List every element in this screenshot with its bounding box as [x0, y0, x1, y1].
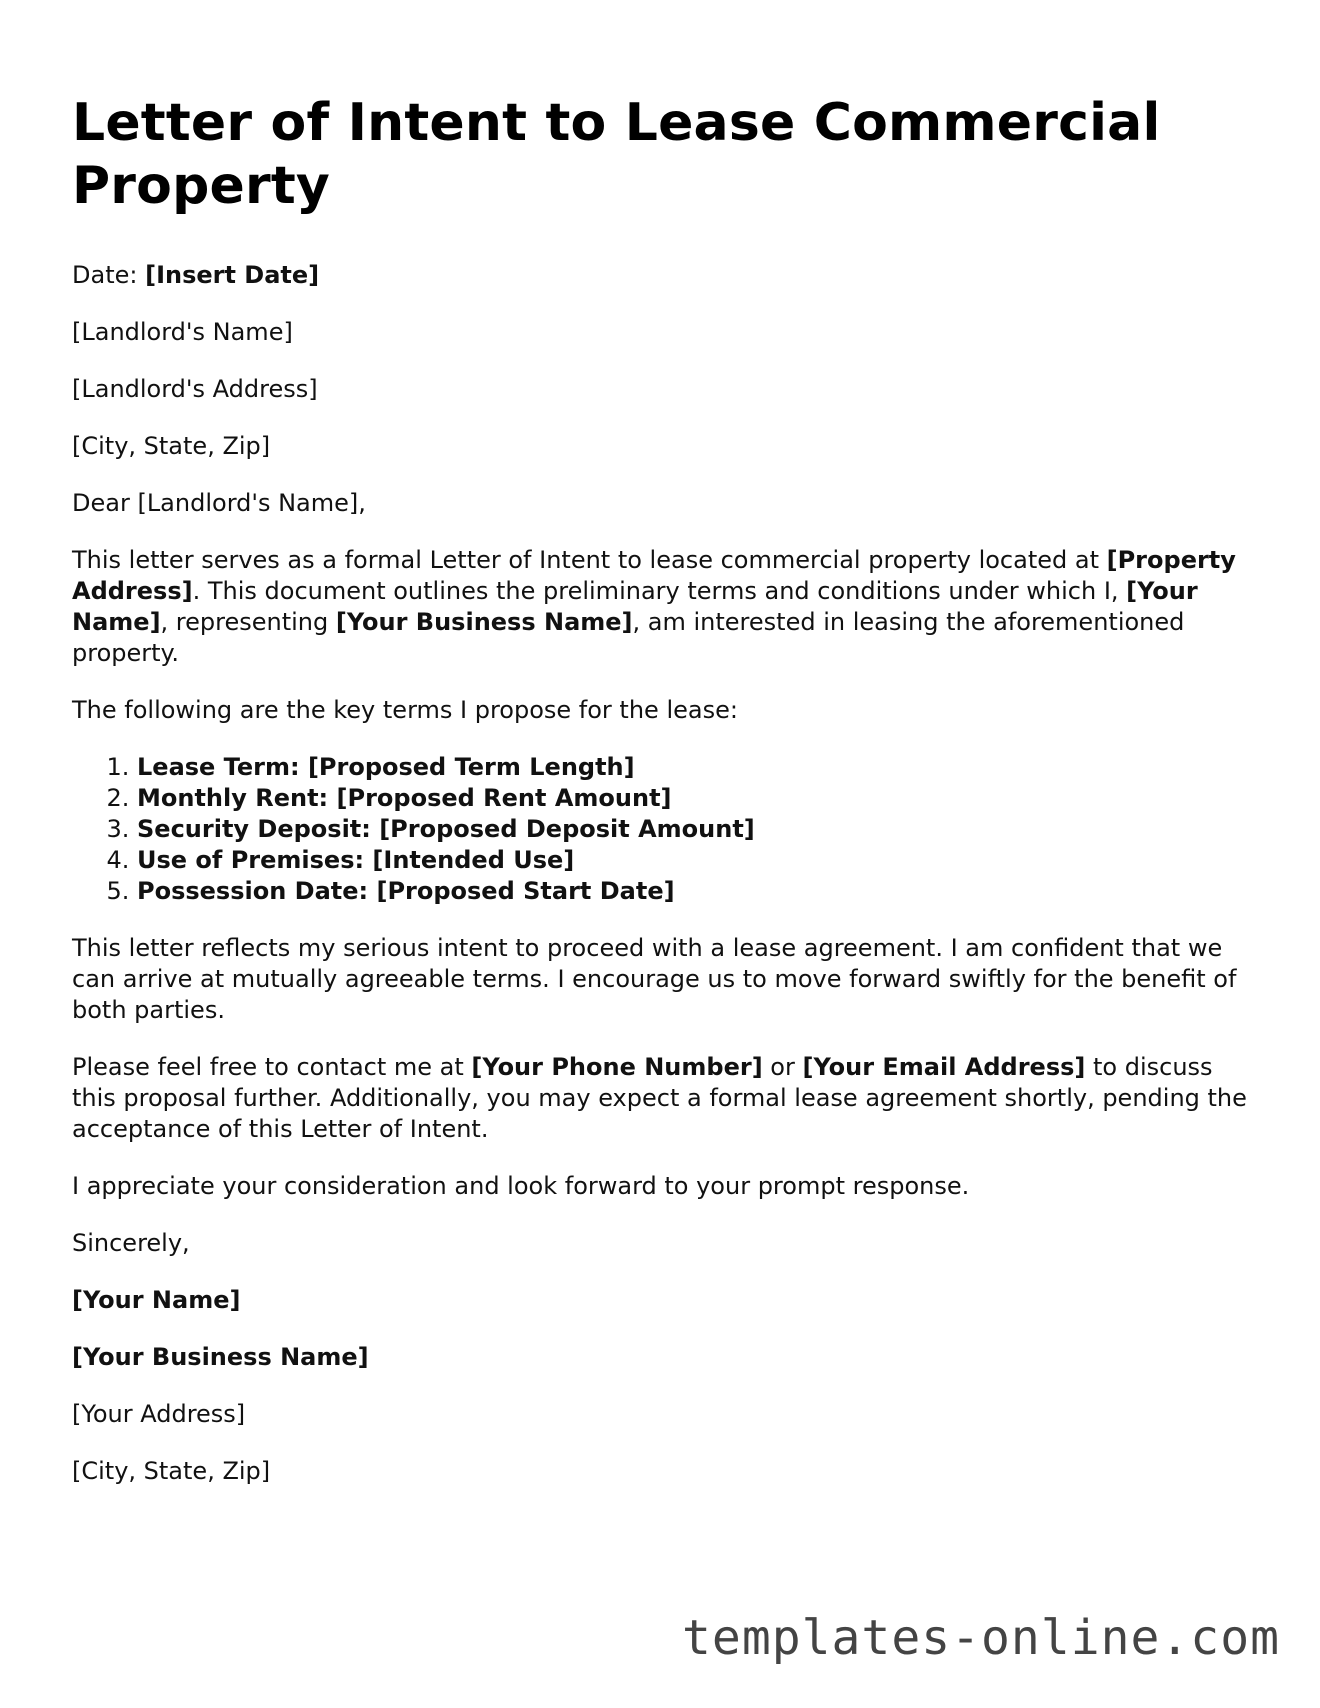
salutation: Dear [Landlord's Name], [72, 489, 366, 517]
signature-business-text: [Your Business Name] [72, 1343, 369, 1371]
phone-placeholder: [Your Phone Number] [471, 1053, 763, 1081]
date-line [72, 260, 1252, 291]
intro-text-4: , am interested in leasing the aforementioned property. [72, 608, 1185, 667]
intro-text-2: . This document outlines the preliminary terms and conditions under which I, [192, 577, 1127, 605]
intent-paragraph: This letter reflects my serious intent to proceed with a lease agreement. I am confident that we can arrive at mutually agreeable terms. I encourage us to move forward swiftly for the benefit of both parties. [72, 934, 1237, 1024]
contact-text-2: or [762, 1053, 803, 1081]
intro-text-3: , representing [160, 608, 336, 636]
terms-intro: The following are the key terms I propose for the lease: [72, 696, 738, 724]
term-item: 5. Possession Date: [Proposed Start Date] [137, 876, 1252, 907]
terms-list [72, 752, 1252, 907]
signature-address: [Your Address] [72, 1400, 246, 1428]
contact-text-1: Please feel free to contact me at [72, 1053, 472, 1081]
intro-paragraph [72, 545, 1252, 669]
signature-city: [City, State, Zip] [72, 1457, 271, 1485]
term-item: 4. Use of Premises: [Intended Use] [137, 845, 1252, 876]
contact-paragraph [72, 1052, 1252, 1145]
closing: Sincerely, [72, 1229, 190, 1257]
watermark: templates-online.com [682, 1610, 1280, 1666]
business-name-placeholder: [Your Business Name] [335, 608, 633, 636]
email-placeholder: [Your Email Address] [802, 1053, 1086, 1081]
property-address-placeholder: [Property Address] [72, 546, 1236, 605]
contact-text-3: to discuss this proposal further. Additionally, you may expect a formal lease agreement shortly, pending the acceptance of this Letter of Intent. [72, 1053, 1247, 1143]
signature-business [72, 1342, 1252, 1373]
recipient-name: [Landlord's Name] [72, 318, 293, 346]
appreciation-paragraph: I appreciate your consideration and look forward to your prompt response. [72, 1172, 970, 1200]
intro-text-1: This letter serves as a formal Letter of Intent to lease commercial property located at [72, 546, 1107, 574]
signature-name-text: [Your Name] [72, 1286, 241, 1314]
letter-document [72, 92, 1252, 1513]
signature-name [72, 1285, 1252, 1316]
date-label: Date: [72, 261, 138, 289]
term-item: 3. Security Deposit: [Proposed Deposit Amount] [137, 814, 1252, 845]
term-item: 2. Monthly Rent: [Proposed Rent Amount] [137, 783, 1252, 814]
your-name-placeholder: [Your Name] [72, 577, 1198, 636]
recipient-address: [Landlord's Address] [72, 375, 318, 403]
recipient-city: [City, State, Zip] [72, 432, 271, 460]
document-title: Letter of Intent to Lease Commercial Property [72, 93, 1161, 216]
term-item: 1. Lease Term: [Proposed Term Length] [137, 752, 1252, 783]
date-value: [Insert Date] [145, 261, 320, 289]
